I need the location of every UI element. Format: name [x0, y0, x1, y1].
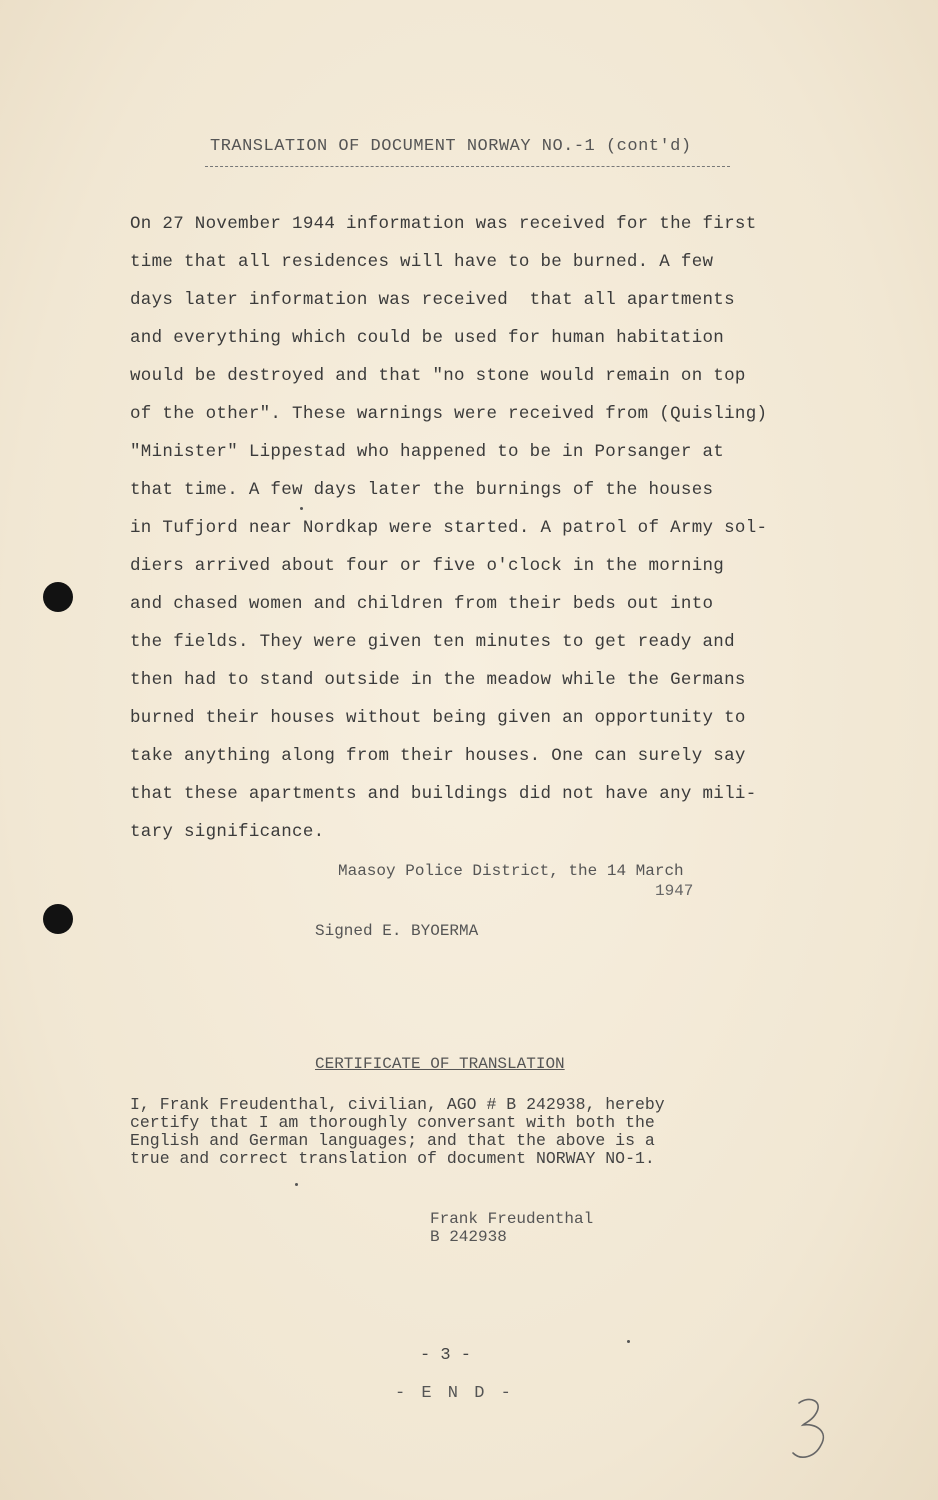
certificate-line: true and correct translation of document NORWAY NO-1. — [130, 1149, 655, 1168]
body-line: burned their houses without being given an opportunity to — [130, 708, 746, 728]
ink-speck — [627, 1340, 630, 1343]
body-line: of the other". These warnings were received from (Quisling) — [130, 404, 768, 424]
certificate-line: certify that I am thoroughly conversant with both the — [130, 1113, 655, 1132]
body-line: and chased women and children from their beds out into — [130, 594, 714, 614]
body-line: that time. A few days later the burnings of the houses — [130, 480, 714, 500]
body-line: days later information was received that all apartments — [130, 290, 735, 310]
document-heading: TRANSLATION OF DOCUMENT NORWAY NO.-1 (cont'd) — [210, 137, 692, 156]
ink-speck — [300, 507, 303, 510]
body-line: the fields. They were given ten minutes to get ready and — [130, 632, 735, 652]
end-mark: - E N D - — [395, 1384, 514, 1403]
heading-rule — [205, 166, 730, 167]
body-line: and everything which could be used for human habitation — [130, 328, 725, 348]
date-year: 1947 — [655, 882, 694, 900]
signed-line: Signed E. BYOERMA — [315, 922, 479, 940]
body-line: then had to stand outside in the meadow while the Germans — [130, 670, 746, 690]
body-line: "Minister" Lippestad who happened to be in Porsanger at — [130, 442, 725, 462]
punch-hole-icon — [43, 904, 73, 934]
body-line: tary significance. — [130, 822, 325, 842]
body-line: that these apartments and buildings did not have any mili- — [130, 784, 757, 804]
certificate-line: English and German languages; and that the above is a — [130, 1131, 655, 1150]
body-line: take anything along from their houses. One can surely say — [130, 746, 746, 766]
place-date: Maasoy Police District, the 14 March — [338, 862, 684, 880]
body-line: time that all residences will have to be burned. A few — [130, 252, 714, 272]
signature-name: Frank Freudenthal — [430, 1210, 594, 1228]
body-line: diers arrived about four or five o'clock in the morning — [130, 556, 725, 576]
certificate-title: CERTIFICATE OF TRANSLATION — [315, 1055, 565, 1073]
ink-speck — [295, 1183, 298, 1186]
signature-number: B 242938 — [430, 1228, 507, 1246]
body-line: would be destroyed and that "no stone would remain on top — [130, 366, 746, 386]
body-line: On 27 November 1944 information was received for the first — [130, 214, 757, 234]
punch-hole-icon — [43, 582, 73, 612]
handwritten-page-mark-icon — [785, 1395, 835, 1465]
certificate-line: I, Frank Freudenthal, civilian, AGO # B 242938, hereby — [130, 1095, 665, 1114]
page-number: - 3 - — [420, 1346, 472, 1365]
body-line: in Tufjord near Nordkap were started. A patrol of Army sol- — [130, 518, 768, 538]
